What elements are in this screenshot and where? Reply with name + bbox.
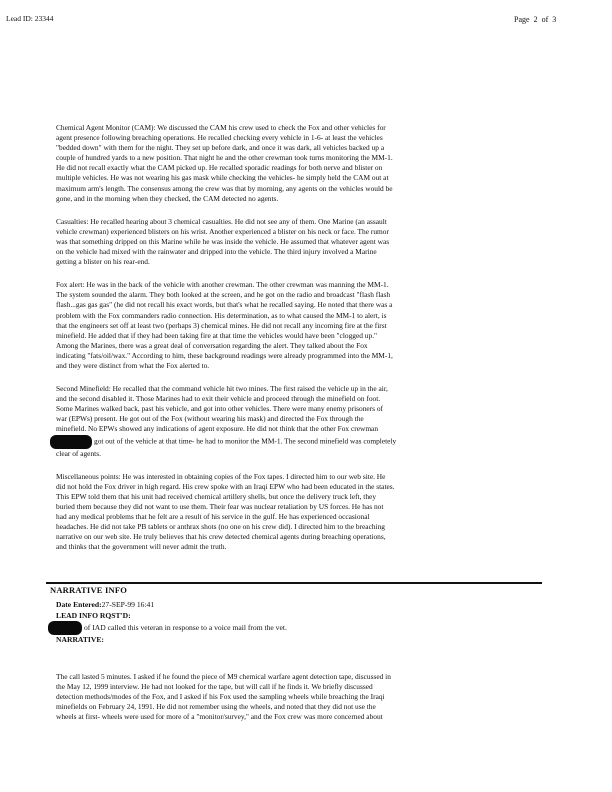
paragraph-second-minefield [56,384,556,459]
text-line: Casualties: He recalled hearing about 3 chemical casualties. He did not see any of them. One Marine (an assault [56,216,387,226]
text-line: agent presence following breaching operations. He recalled checking every vehicle in 1-6- at least the vehicles [56,133,383,143]
text-line: Some Marines walked back, past his vehicle, and got into other vehicles. There were many enemy prisoners of [56,404,384,414]
text-line: Second Minefield: He recalled that the command vehicle hit two mines. The first raised the vehicle up in the air, [56,384,388,394]
text-line: getting a blister on his rear-end. [56,257,150,267]
page-indicator [514,15,560,24]
date-entered-value: 27-SEP-99 16:41 [101,600,155,609]
text-line: The system sounded the alarm. They both looked at the screen, and he got on the radio and broadcast "flash flash [56,290,391,300]
text-line: Among the Marines, there was a great deal of conversation regarding the alert. They talked about the Fox [56,340,368,350]
text-line: wheels at first- wheels were used for more of a "monitor/survey," and the Fox crew was more concerned about [56,712,383,722]
narrative-text [56,672,556,722]
text-line: clear of agents. [56,448,101,458]
text-line: narrative on our web site. He truly believes that his crew detected chemical agents during breaching operations, [56,532,386,542]
text-line: problem with the Fox commanders radio connection. His determination, as to what caused the MM-1 to alert, is [56,310,387,320]
text-line: couple of hundred yards to a new position. That night he and the other crewman took turns monitoring the MM-1. [56,153,393,163]
page-of: of [541,15,549,24]
text-line: Miscellaneous points: He was interested in obtaining copies of the Fox tapes. I directed him to our web site. He [56,471,386,481]
lead-id: Lead ID: 23344 [6,14,54,23]
date-entered-row [56,600,556,611]
text-line: had any medical problems that he felt are a result of his service in the gulf. He has experienced occasional [56,512,370,521]
text-line: minefield. He added that if they had been taking fire at that time the vehicles would have been "clogged up." [56,330,378,340]
redaction-mark [50,435,92,449]
date-entered-label: Date Entered: [56,600,102,609]
page-total: 3 [552,15,557,24]
text-fragment: got out of the vehicle at that time- he had to monitor the MM-1. The second minefield was completely [94,436,397,446]
text-line: He did not recall exactly what the CAM picked up. He recalled sporadic readings for both nerve and blister on [56,163,383,173]
lead-info-text: of IAD called this veteran in response to a voice mail from the vet. [84,622,287,632]
text-line: was that something dripped on this Marine while he was inside the vehicle. He assumed that whatever agent was [56,236,390,246]
text-line: detection methods/modes of the Fox, and I asked if his Fox used the sampling wheels while breaching the Iraqi [56,692,385,702]
text-line: did not hold the Fox driver in high regard. His crew spoke with an Iraqi EPW who had been educated in the states. [56,481,395,491]
text-line: buried them because they did not want to use them. Their fear was nuclear retaliation by US forces. He has not [56,501,384,511]
text-line: vehicle crewman) experienced blisters on his wrist. Another experienced a blister on his neck or face. The rumor [56,226,389,236]
text-line: and thinks that the government will never admit the truth. [56,542,227,552]
text-line: and they were distinct from what the Fox alerted to. [56,360,210,370]
text-line: "bedded down" with them for the night. They set up before dark, and once it was dark, all vehicles backed up a [56,143,385,153]
paragraph-miscellaneous [56,472,556,553]
text-line: minefield. No EPWs showed any indications of agent exposure. He did not think that the other Fox crewman [56,424,379,434]
page-number: 2 [533,15,538,24]
text-line: war (EPWs) present. He got out of the Fox (without wearing his mask) and directed the Fox through the [56,414,364,424]
paragraph-casualties [56,217,556,267]
text-line: indicating "fats/oil/wax." According to him, these background readings were already programmed into the MM-1, [56,350,393,360]
text-line-redacted [56,435,556,449]
lead-info-row [56,621,556,635]
text-line: gone, and in the morning when they checked, the CAM detected no agents. [56,193,279,203]
text-line: on the vehicle had mixed with the rainwater and dripped into the vehicle. The third injury involved a Marine [56,247,377,257]
text-line: Chemical Agent Monitor (CAM): We discussed the CAM his crew used to check the Fox and other vehicles for [56,123,386,132]
paragraph-fox-alert [56,280,556,371]
narrative-label: NARRATIVE: [56,635,104,644]
text-line: the May 12, 1999 interview. He had not looked for the tape, but will call if he finds it. We briefly discussed [56,682,373,692]
narrative-info-block [56,600,556,646]
section-divider [46,582,542,584]
text-line: and the second disabled it. Those Marines had to exit their vehicle and proceed through the minefield on foot. [56,394,381,404]
text-line: This EPW told them that his unit had received chemical artillery shells, but once the delivery truck left, they [56,491,377,501]
redaction-mark [48,621,82,635]
narrative-info-title: NARRATIVE INFO [50,585,128,595]
text-line: that the engineers set off at least two (perhaps 3) chemical mines. He did not recall any incoming fire at the first [56,320,387,330]
text-line: flash...gas gas gas" (he did not recall his exact words, but that's what he recalled saying. He noted that there was a [56,300,393,310]
text-line: multiple vehicles. He was not wearing his gas mask while checking the vehicles- he simply held the CAM out at [56,173,389,183]
text-line: headaches. He did not take PB tablets or anthrax shots (no one on his crew did). I directed him to the breaching [56,522,385,532]
text-line: maximum arm's length. The consensus among the crew was that by morning, any agents on the vehicles would be [56,183,393,193]
page-label: Page [514,15,530,24]
text-line: Fox alert: He was in the back of the vehicle with another crewman. The other crewman was manning the MM-1. [56,280,389,290]
paragraph-cam [56,123,556,204]
text-line: minefields on February 24, 1991. He did not remember using the wheels, and noted that they did not use the [56,702,376,712]
text-line: The call lasted 5 minutes. I asked if he found the piece of M9 chemical warfare agent detection tape, discussed in [56,672,391,681]
lead-info-label: LEAD INFO RQST'D: [56,610,131,620]
document-body [56,123,556,565]
